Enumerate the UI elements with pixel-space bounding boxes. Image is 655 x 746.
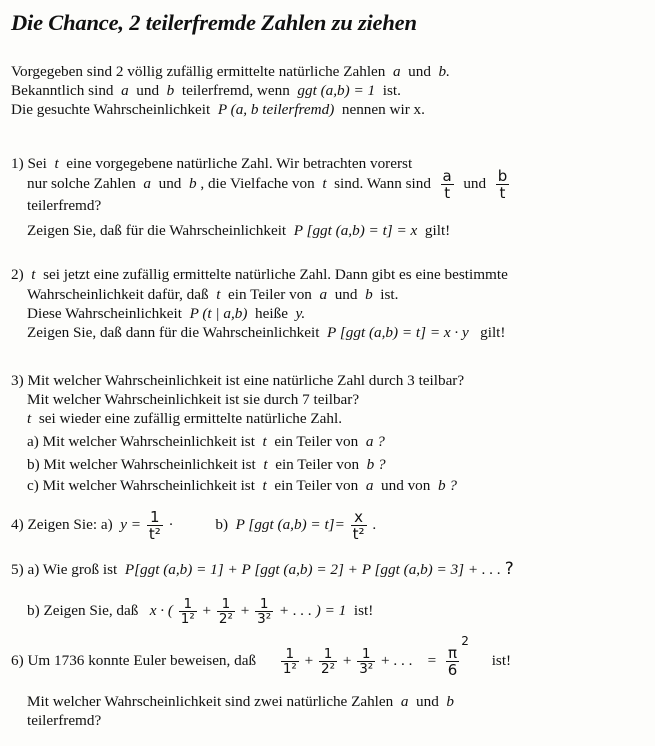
- task-text: Wahrscheinlichkeit dafür, daß: [27, 286, 209, 303]
- var-a: a: [121, 82, 129, 99]
- task-number: 2): [11, 266, 24, 283]
- fraction-numerator: x: [354, 508, 364, 526]
- task2-line-3: [27, 304, 305, 323]
- var-t: t: [216, 286, 221, 303]
- fraction-denominator: t: [496, 184, 510, 201]
- task1-line-3: teilerfremd?: [27, 197, 102, 214]
- fraction-denominator: 3²: [359, 661, 374, 677]
- task-text: eine vorgegebene natürliche Zahl. Wir betrachten vorerst: [66, 155, 413, 172]
- task-text: Zeigen Sie, daß für die Wahrscheinlichkeit: [27, 222, 287, 239]
- task-text: Zeigen Sie, daß dann für die Wahrscheinlichkeit: [27, 324, 320, 341]
- task2-line-1: [11, 265, 508, 284]
- probability-expression: P (t | a,b): [189, 305, 248, 322]
- task-text: b) Zeigen Sie, daß: [27, 601, 139, 619]
- fraction-1-over-3-squared: [357, 647, 375, 676]
- intro-text: Bekanntlich sind: [11, 82, 114, 99]
- var-b: b ?: [366, 456, 386, 473]
- var-t: t: [262, 433, 267, 450]
- intro-text: teilerfremd, wenn: [181, 82, 290, 99]
- task-text: Diese Wahrscheinlichkeit: [27, 305, 182, 322]
- fraction-numerator: 1: [221, 596, 231, 612]
- var-a: a: [319, 286, 328, 303]
- fraction-denominator: 6: [447, 661, 458, 679]
- fraction-1-over-t-squared: [147, 509, 163, 542]
- fraction-1-over-1-squared: [179, 597, 197, 626]
- task6-question-line-1: [27, 692, 454, 711]
- plus-sign: +: [304, 651, 314, 669]
- fraction-1-over-3-squared: [255, 597, 273, 626]
- fraction-numerator: π: [447, 644, 458, 662]
- var-a: a: [400, 693, 409, 710]
- task-text: 6) Um 1736 konnte Euler beweisen, daß: [11, 651, 257, 669]
- var-y: y.: [295, 305, 306, 322]
- task-text: sei jetzt eine zufällig ermittelte natürliche Zahl. Dann gibt es eine bestimmte: [43, 266, 508, 283]
- dot: ·: [168, 515, 174, 533]
- fraction-b-over-t: [496, 168, 510, 201]
- fraction-1-over-2-squared: [217, 597, 235, 626]
- fraction-numerator: 1: [323, 646, 333, 662]
- task1-line-4: [27, 221, 450, 240]
- task-text: gilt!: [480, 324, 506, 341]
- task-text: 4) Zeigen Sie: a): [11, 515, 113, 533]
- fraction-numerator: 1: [285, 646, 295, 662]
- fraction-denominator: 1²: [282, 661, 297, 677]
- var-a: a: [143, 174, 151, 192]
- plus-sign: +: [240, 601, 250, 619]
- var-t: t: [27, 410, 32, 427]
- page-title: Die Chance, 2 teilerfremde Zahlen zu ziehen: [11, 10, 417, 35]
- var-b: b: [365, 286, 373, 303]
- equation-y: y =: [120, 515, 142, 533]
- var-t: t: [263, 456, 268, 473]
- task3-item-c: [27, 476, 457, 495]
- ggt-expression: ggt (a,b) = 1: [297, 82, 376, 99]
- task5-line-a: [11, 560, 514, 579]
- probability-expression: P (a, b teilerfremd): [217, 101, 335, 118]
- fraction-denominator: 2²: [321, 661, 336, 677]
- var-b: b: [166, 82, 175, 99]
- var-t: t: [31, 266, 36, 283]
- task6-question-line-2: teilerfremd?: [27, 712, 102, 729]
- var-a: a ?: [365, 433, 385, 450]
- task-number: 1) Sei: [11, 155, 47, 172]
- fraction-1-over-2-squared: [319, 647, 337, 676]
- task-text: und: [416, 693, 439, 710]
- intro-text: und: [136, 82, 160, 99]
- task3-line-1: 3) Mit welcher Wahrscheinlichkeit ist eine natürliche Zahl durch 3 teilbar?: [11, 372, 465, 389]
- probability-expression: P [ggt (a,b) = t] = x · y: [327, 324, 469, 341]
- task-text: und: [158, 174, 182, 192]
- intro-line-2: [11, 81, 401, 100]
- task-text: ein Teiler von: [274, 477, 359, 494]
- var-b: b.: [438, 63, 450, 80]
- equals-sign: =: [427, 651, 437, 669]
- series-expression: + . . .: [381, 651, 413, 669]
- plus-sign: +: [342, 651, 352, 669]
- task-text: b): [215, 515, 229, 533]
- series-expression: P[ggt (a,b) = 1] + P [ggt (a,b) = 2] + P [ggt (a,b) = 3] + . . .: [124, 561, 501, 578]
- task2-line-2: [27, 285, 398, 304]
- task-text: b) Mit welcher Wahrscheinlichkeit ist: [27, 456, 256, 473]
- task-text: ist.: [380, 286, 399, 303]
- handwritten-question-mark: ?: [504, 559, 514, 579]
- fraction-denominator: t²: [148, 525, 161, 543]
- var-t: t: [322, 174, 327, 192]
- fraction-numerator: 1: [259, 596, 269, 612]
- dot: .: [372, 515, 377, 533]
- task3-line-3: [27, 409, 342, 428]
- fraction-denominator: 3²: [257, 611, 272, 627]
- fraction-denominator: 1²: [180, 611, 195, 627]
- fraction-denominator: t²: [352, 525, 365, 543]
- probability-expression: P [ggt (a,b) = t] = x: [293, 222, 418, 239]
- task-text: und: [463, 174, 487, 192]
- intro-text: und: [408, 63, 431, 80]
- probability-expression: P [ggt (a,b) = t]=: [235, 515, 345, 533]
- task-text: Mit welcher Wahrscheinlichkeit sind zwei natürliche Zahlen: [27, 693, 394, 710]
- fraction-a-over-t: [441, 168, 454, 201]
- var-b: b: [188, 174, 197, 192]
- var-t: t: [262, 477, 267, 494]
- task-text: gilt!: [424, 222, 451, 239]
- var-t: t: [54, 155, 59, 172]
- task-text: ein Teiler von: [275, 456, 360, 473]
- fraction-pi-over-6: [446, 645, 460, 678]
- intro-text: Vorgegeben sind 2 völlig zufällig ermittelte natürliche Zahlen: [11, 63, 386, 80]
- fraction-1-over-1-squared: [281, 647, 299, 676]
- intro-text: nennen wir x.: [341, 101, 425, 118]
- fraction-numerator: 1: [361, 646, 371, 662]
- var-a: a: [392, 63, 401, 80]
- task-text: heiße: [255, 305, 288, 322]
- task5-line-b: [27, 597, 373, 626]
- intro-line-3: [11, 100, 425, 119]
- var-b: b ?: [437, 477, 457, 494]
- task3-line-2: Mit welcher Wahrscheinlichkeit ist sie durch 7 teilbar?: [27, 391, 360, 408]
- series-expression: + . . . ) = 1: [278, 601, 347, 619]
- task-text: sind. Wann sind: [334, 174, 431, 192]
- task-text: und von: [381, 477, 431, 494]
- task-text: und: [334, 286, 358, 303]
- task-text: ist!: [353, 601, 374, 619]
- fraction-numerator: 1: [150, 508, 160, 526]
- fraction-numerator: b: [497, 167, 508, 185]
- var-a: a: [365, 477, 374, 494]
- intro-text: Die gesuchte Wahrscheinlichkeit: [11, 101, 211, 118]
- fraction-denominator: 2²: [218, 611, 233, 627]
- task-text: c) Mit welcher Wahrscheinlichkeit ist: [27, 477, 255, 494]
- task-text: sei wieder eine zufällig ermittelte natürliche Zahl.: [38, 410, 343, 427]
- task-text: , die Vielfache von: [200, 174, 315, 192]
- task3-item-b: [27, 455, 386, 474]
- task-text: a) Mit welcher Wahrscheinlichkeit ist: [27, 433, 255, 450]
- plus-sign: +: [202, 601, 212, 619]
- fraction-denominator: t: [441, 184, 454, 201]
- task2-line-4: [27, 323, 505, 342]
- task-text: 5) a) Wie groß ist: [11, 561, 118, 578]
- series-expression: x · (: [149, 601, 173, 619]
- task-text: nur solche Zahlen: [27, 174, 136, 192]
- fraction-x-over-t-squared: [351, 509, 367, 542]
- task4-line: [11, 509, 376, 542]
- intro-line-1: [11, 62, 450, 81]
- task-text: ein Teiler von: [274, 433, 359, 450]
- exponent: 2: [461, 633, 469, 648]
- task3-item-a: [27, 432, 385, 451]
- fraction-numerator: a: [442, 167, 452, 185]
- task-text: ein Teiler von: [228, 286, 312, 303]
- fraction-numerator: 1: [183, 596, 193, 612]
- var-b: b: [446, 693, 454, 710]
- task-text: ist!: [491, 651, 512, 669]
- task6-line-1: [11, 633, 512, 679]
- intro-text: ist.: [382, 82, 401, 99]
